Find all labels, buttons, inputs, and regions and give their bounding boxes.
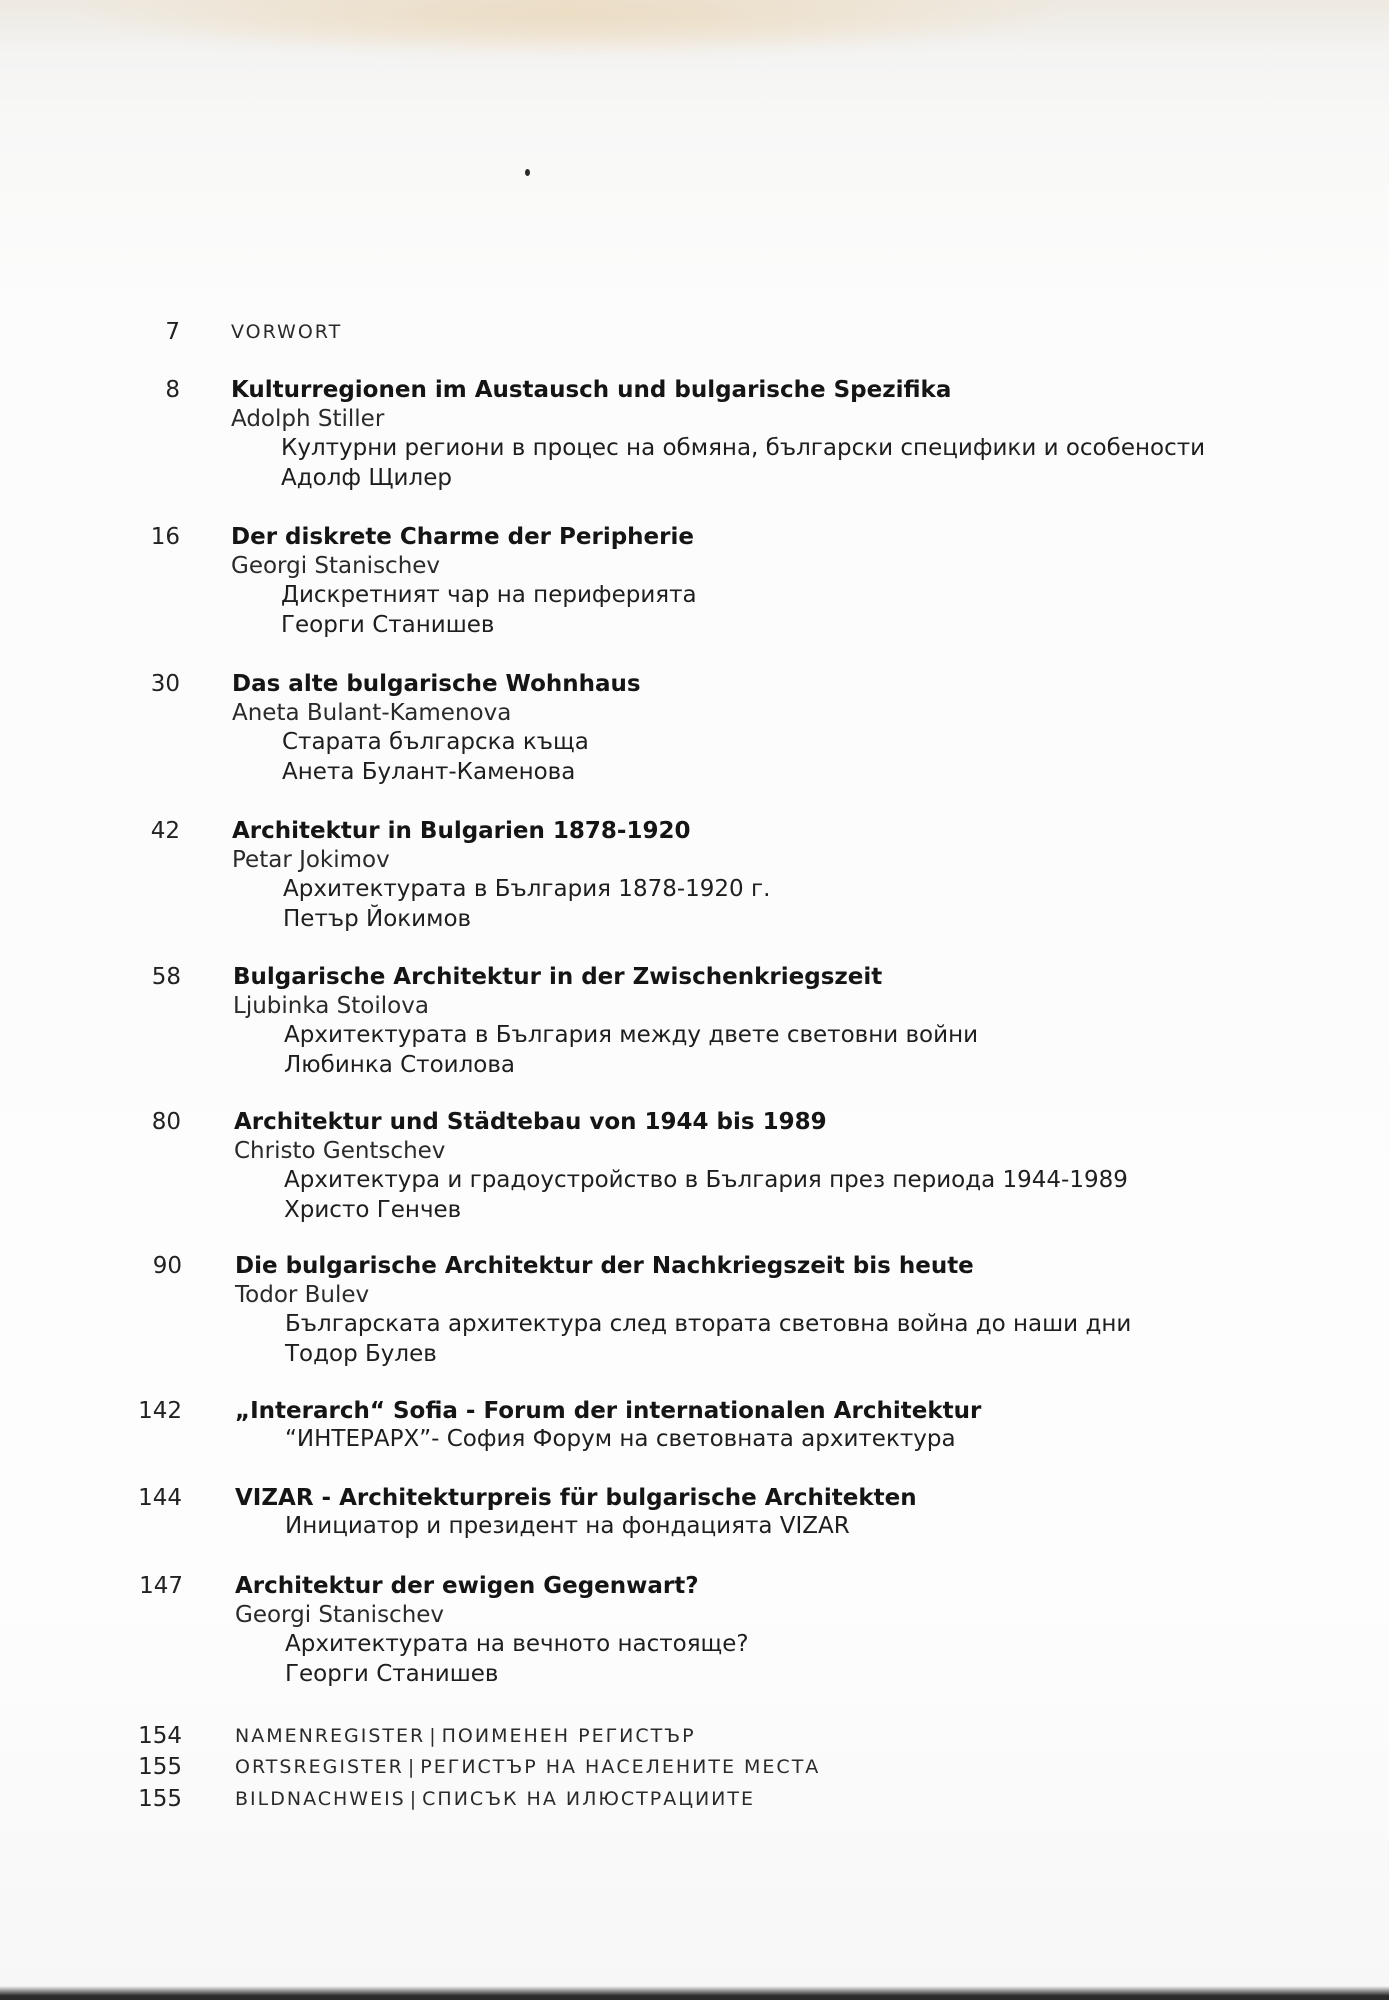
entry-bg-title: Архитектура и градоустройство в България през периода 1944-1989 <box>284 1167 1128 1193</box>
entry-title: „Interarch“ Sofia - Forum der internationalen Architektur <box>235 1398 982 1424</box>
entry-bg-title: Архитектурата в България 1878-1920 г. <box>283 876 771 902</box>
entry-bg-author: Христо Генчев <box>284 1197 462 1223</box>
page-number: 90 <box>152 1253 182 1279</box>
entry-title: Kulturregionen im Austausch und bulgarische Spezifika <box>231 377 952 403</box>
register-label <box>235 1753 820 1782</box>
entry-bg-author: Любинка Стоилова <box>284 1052 516 1078</box>
page-shadow-band <box>0 0 1389 50</box>
page-number: 155 <box>138 1786 182 1812</box>
entry-author: Todor Bulev <box>235 1282 370 1308</box>
entry-author: Adolph Stiller <box>231 406 385 432</box>
entry-bg-author: Георги Станишев <box>285 1661 499 1687</box>
entry-bg-title: “ИНТЕРАРХ”- София Форум на световната архитектура <box>285 1426 956 1452</box>
entry-bg-title: Българската архитектура след втората световна война до наши дни <box>285 1311 1132 1337</box>
entry-author: Georgi Stanischev <box>235 1602 445 1628</box>
entry-author: Georgi Stanischev <box>231 553 441 579</box>
register-label-de: NAMENREGISTER <box>235 1725 426 1747</box>
entry-bg-author: Тодор Булев <box>285 1341 437 1367</box>
page-number: 42 <box>150 818 180 844</box>
register-separator: | <box>409 1788 419 1810</box>
page-number: 30 <box>150 671 180 697</box>
entry-bg-title: Архитектурата на вечното настояще? <box>285 1631 749 1657</box>
page-number: 80 <box>151 1109 181 1135</box>
entry-bg-author: Адолф Щилер <box>281 465 452 491</box>
register-label-bg: ПОИМЕНЕН РЕГИСТЪР <box>441 1725 696 1747</box>
register-separator: | <box>429 1725 438 1747</box>
register-label-de: ORTSREGISTER <box>235 1756 404 1778</box>
page-bottom-edge <box>0 1986 1389 2000</box>
entry-author: Ljubinka Stoilova <box>233 993 429 1019</box>
register-label <box>235 1722 696 1751</box>
preface-label: VORWORT <box>231 321 343 343</box>
entry-bg-author: Анета Булант-Каменова <box>282 759 576 785</box>
entry-title: Der diskrete Charme der Peripherie <box>231 524 694 550</box>
register-label-de: BILDNACHWEIS <box>235 1788 406 1810</box>
page-number: 154 <box>138 1723 182 1749</box>
entry-bg-title: Културни региони в процес на обмяна, български специфики и особености <box>281 435 1206 461</box>
register-label-bg: РЕГИСТЪР НА НАСЕЛЕНИТЕ МЕСТА <box>420 1756 821 1778</box>
entry-bg-author: Георги Станишев <box>281 612 495 638</box>
page-number: 144 <box>138 1485 182 1511</box>
page-number: 155 <box>138 1754 182 1780</box>
entry-title: Bulgarische Architektur in der Zwischenkriegszeit <box>233 964 883 990</box>
page-number: 8 <box>165 377 180 403</box>
entry-bg-title: Инициатор и президент на фондацията VIZAR <box>285 1513 850 1539</box>
page-number: 147 <box>139 1573 183 1599</box>
entry-bg-title: Архитектурата в България между двете световни войни <box>284 1022 979 1048</box>
entry-title: Die bulgarische Architektur der Nachkriegszeit bis heute <box>235 1253 974 1279</box>
register-label-bg: СПИСЪК НА ИЛЮСТРАЦИИТЕ <box>422 1788 755 1810</box>
entry-author: Petar Jokimov <box>232 847 390 873</box>
entry-title: Das alte bulgarische Wohnhaus <box>232 671 641 697</box>
register-separator: | <box>407 1756 417 1778</box>
entry-title: VIZAR - Architekturpreis für bulgarische Architekten <box>235 1485 917 1511</box>
entry-author: Christo Gentschev <box>234 1138 446 1164</box>
register-label <box>235 1785 755 1814</box>
page-number: 16 <box>150 524 180 550</box>
entry-bg-author: Петър Йокимов <box>283 906 472 932</box>
page-number: 58 <box>151 964 181 990</box>
entry-title: Architektur und Städtebau von 1944 bis 1989 <box>234 1109 827 1135</box>
page-number: 142 <box>138 1398 182 1424</box>
page-number: 7 <box>165 319 180 345</box>
entry-title: Architektur in Bulgarien 1878-1920 <box>232 818 691 844</box>
entry-bg-title: Старата българска къща <box>282 729 589 755</box>
entry-author: Aneta Bulant-Kamenova <box>232 700 512 726</box>
ink-speck <box>525 169 530 176</box>
entry-title: Architektur der ewigen Gegenwart? <box>235 1573 699 1599</box>
entry-bg-title: Дискретният чар на периферията <box>281 582 697 608</box>
